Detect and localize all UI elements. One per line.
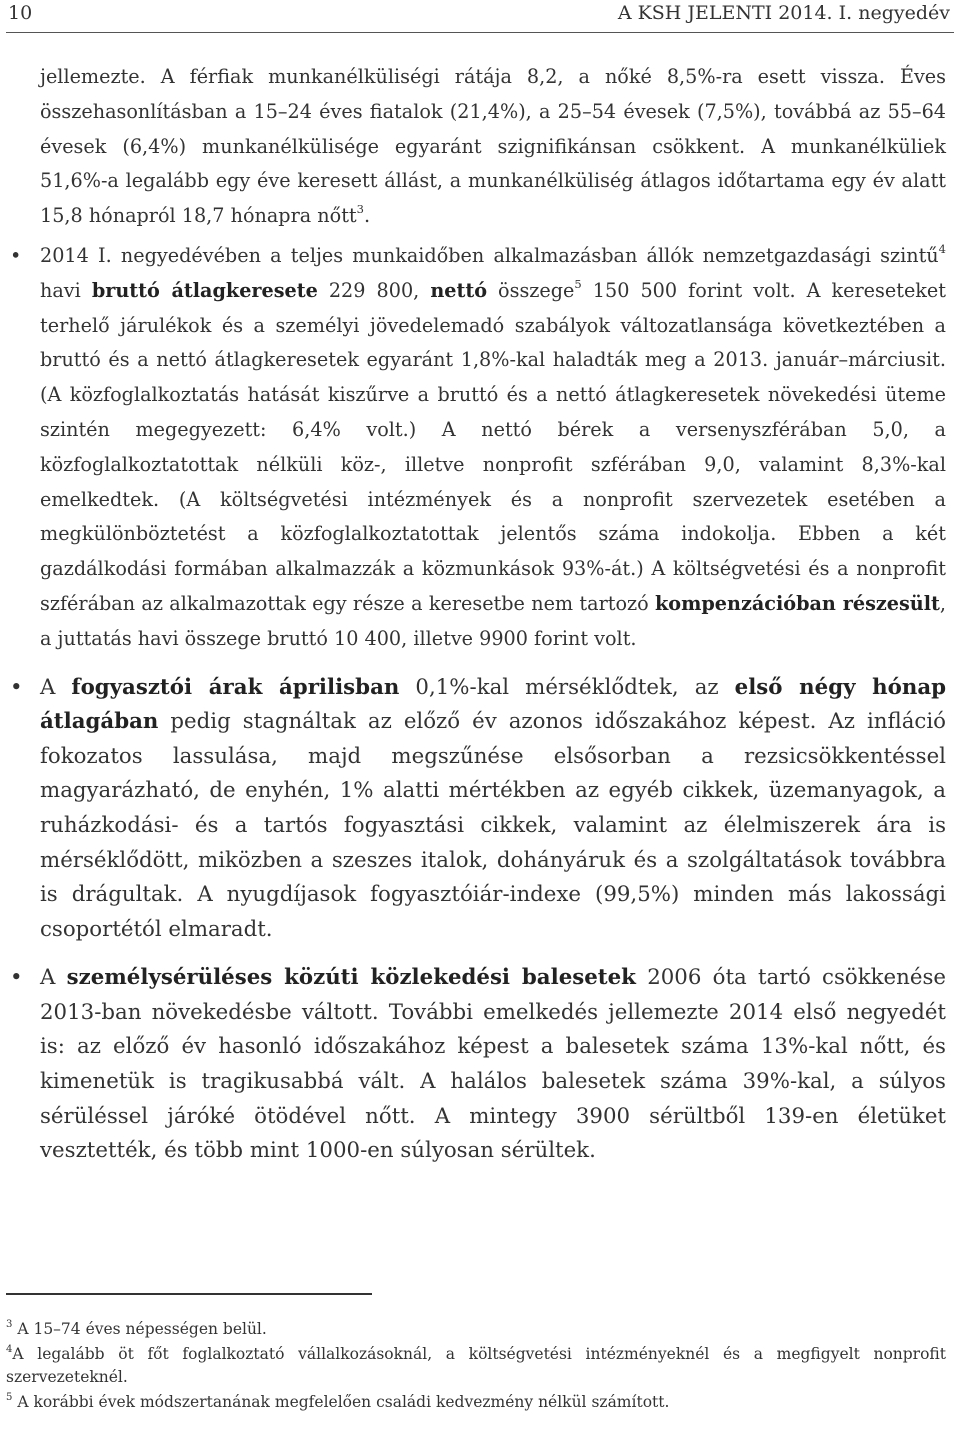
text-run: 2006 óta tartó csökkenése 2013-ban növekedésbe váltott. További emelkedés jellemezte 2014 első negyedét is: az előző év hasonló időszakához képest a balesetek száma 13%-kal nőtt, és kimenetük is tragikusabbá vált. A halálos balesetek száma 39%-kal, a súlyos sérüléssel járóké ötödével nőtt. A mintegy 3900 sérültből 139-en életüket vesztették, és több mint 1000-en súlyosan sérültek.: [40, 965, 946, 1164]
text-run: , a juttatás havi összege bruttó 10 400, illetve 9900 forint volt.: [40, 591, 946, 650]
intro-text: jellemezte. A férfiak munkanélküliségi rátája 8,2, a nőké 8,5%-ra esett vissza. Éves összehasonlításban a 15–24 éves fiatalok (21,4%), a 25–54 évesek (7,5%), továbbá az 55–64 évesek (6,4%) munkanélkülisége egyaránt szignifikánsan csökkent. A munkanélküliek 51,6%-a legalább egy éve keresett állást, a munkanélküliség átlagos időtartama egy év alatt 15,8 hónapról 18,7 hónapra nőtt: [40, 65, 946, 228]
keyword-first-four-months: első négy hónap átlagában: [40, 674, 947, 735]
text-run: összege: [487, 278, 575, 302]
keyword-gross-earnings: bruttó átlagkeresete: [91, 278, 318, 302]
page-number: 10: [8, 2, 33, 24]
text-run: 2014 I. negyedévében a teljes munkaidőben alkalmazásban állók nemzetgazdasági szintű: [40, 243, 939, 267]
footnote-separator: [6, 1293, 372, 1295]
text-run: pedig stagnáltak az előző év azonos időszakához képest. Az infláció fokozatos lassulása, majd megszűnése elsősorban a rezsicsökkentéssel magyarázható, de enyhén, 1% alatti mértékben az egyéb cikkek, üzemanyagok, a ruházkodási- és a tartós fogyasztási cikkek, valamint az élelmiszerek ára is mérséklődött, miközben a szeszes italok, dohányáruk és a szolgáltatások továbbra is drágultak. A nyugdíjasok fogyasztóiár-indexe (99,5%) minden más lakossági csoportétól elmaradt.: [40, 709, 946, 942]
footnote-text: A 15–74 éves népességen belül.: [12, 1320, 267, 1338]
footnote-marker: 3: [6, 1319, 13, 1331]
text-run: 150 500 forint volt. A kereseteket terhelő járulékok és a személyi jövedelemadó szabályok változatlansága következtében a bruttó és a nettó átlagkeresetek egyaránt 1,8%-kal haladták meg a 2013. január–márciusit. (A közfoglalkoztatás hatását kiszűrve a bruttó és a nettó átlagkeresetek növekedési üteme szintén megegyezett: 6,4% volt.) A nettó bérek a versenyszférában 5,0, a közfoglalkoztatottak nélküli köz-, illetve nonprofit szférában 9,0, valamint 8,3%-kal emelkedtek. (A költségvetési intézmények és a nonprofit szervezetek esetében a megkülönböztetést a közfoglalkoztatottak jelentős száma indokolja. Ebben a két gazdálkodási formában alkalmazzák a közmunkások 93%-át.) A költségvetési és a nonprofit szférában az alkalmazottak egy része a keresetbe nem tartozó: [40, 278, 946, 615]
footnote-4: [6, 1343, 946, 1389]
footnote-3: [6, 1318, 946, 1341]
text-run: 0,1%-kal mérséklődtek, az: [399, 674, 735, 700]
text-run: 229 800,: [317, 278, 431, 302]
intro-end: .: [363, 204, 371, 228]
keyword-road-accidents: személysérüléses közúti közlekedési balesetek: [66, 965, 636, 991]
bullet-dot: •: [10, 965, 23, 991]
footnote-ref-4[interactable]: 4: [938, 241, 946, 256]
footnote-text: A legalább öt főt foglalkoztató vállalkozásoknál, a költségvetési intézményeknél és a megfigyelt nonprofit szervezeteknél.: [6, 1345, 946, 1386]
bullet-earnings: [10, 239, 946, 657]
keyword-compensation: kompenzációban részesült: [655, 591, 940, 615]
keyword-consumer-prices: fogyasztói árak áprilisban: [71, 674, 400, 700]
footnote-marker: 5: [6, 1392, 13, 1404]
text-run: havi: [40, 278, 92, 302]
document-body: [10, 60, 947, 1169]
text-run: A: [40, 965, 67, 991]
running-title: A KSH JELENTI 2014. I. negyedév: [617, 2, 950, 24]
bullet-dot: •: [10, 243, 22, 267]
bullet-road-accidents: [10, 961, 946, 1169]
footnote-marker: 4: [6, 1344, 13, 1356]
intro-paragraph: [40, 60, 946, 234]
footnote-ref-5[interactable]: 5: [574, 276, 582, 291]
header-rule: [6, 32, 954, 33]
footnote-ref-3[interactable]: 3: [356, 202, 364, 217]
bullet-consumer-prices: [10, 671, 947, 948]
bullet-dot: •: [10, 674, 23, 700]
keyword-net: nettó: [430, 278, 487, 302]
page-header: [0, 0, 960, 40]
text-run: A: [40, 674, 72, 700]
footnotes: [6, 1318, 946, 1414]
footnote-text: A korábbi évek módszertanának megfelelően családi kedvezmény nélkül számított.: [12, 1393, 670, 1411]
footnote-5: [6, 1391, 946, 1414]
